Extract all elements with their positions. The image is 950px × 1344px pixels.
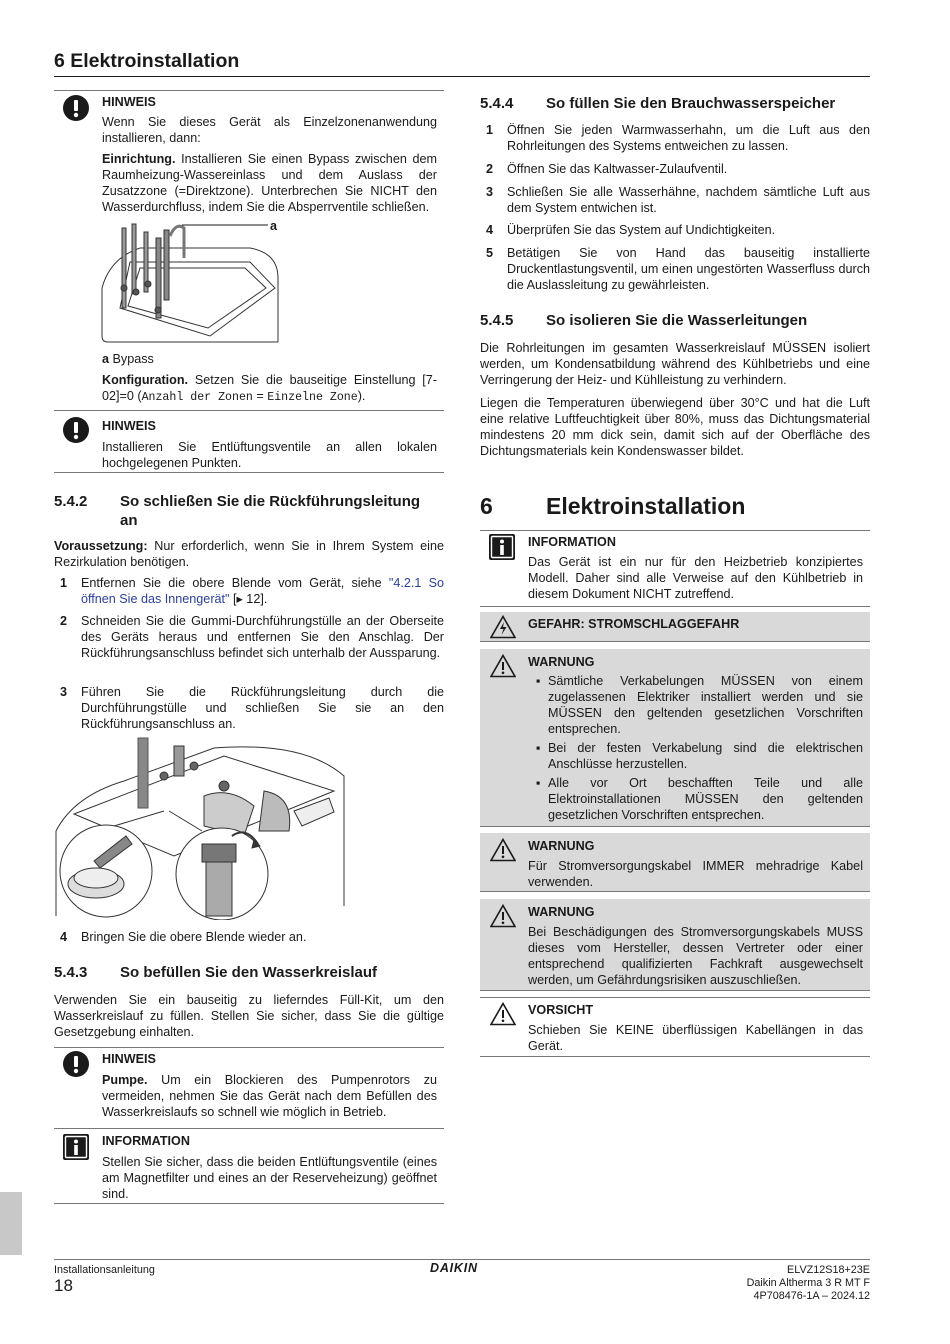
step-item: 3 Führen Sie die Rückführungsleitung durch die Durchführungstülle und schließen Sie sie an den Rückführungsanschluss an. bbox=[60, 685, 444, 731]
notice-text: Installieren Sie Entlüftungsventile an allen lokalen hochgelegenen Punkten. bbox=[102, 440, 437, 470]
warning-box: WARNUNG ▪ Sämtliche Verkabelungen MÜSSEN von einem zugelassenen Elektriker installiert werden und sie MÜSSEN den geltenden gesetzlichen Vorschriften entsprechen. ▪ Bei der festen Verkabelung sind die elektrischen Anschlüsse herzustellen. ▪ Alle vor Ort beschafften Teile und alle Elektroinstallationen MÜSSEN den geltenden gesetzlichen Vorschriften entsprechen. bbox=[480, 649, 870, 827]
notice-text: Pumpe. Um ein Blockieren des Pumpenrotors zu vermeiden, nehmen Sie das Gerät nach dem Befüllen des Wasserkreislaufs so schnell wie möglich in Betrieb. bbox=[102, 1073, 437, 1119]
info-icon bbox=[488, 533, 516, 565]
step-item: 1 Entfernen Sie die obere Blende vom Gerät, siehe "4.2.1 So öffnen Sie das Innengerät" [▸ 12]. bbox=[60, 576, 444, 606]
notice-label: HINWEIS bbox=[102, 419, 156, 433]
notice-text: Wenn Sie dieses Gerät als Einzelzonenanwendung installieren, dann: bbox=[102, 115, 437, 145]
notice-icon bbox=[62, 94, 90, 126]
footer-reference: 4P708476-1A – 2024.12 bbox=[753, 1290, 870, 1302]
footer-divider bbox=[54, 1259, 870, 1260]
cross-reference-link[interactable]: "4.2.1 So öffnen Sie das Innengerät" bbox=[81, 576, 444, 606]
section-heading-5-4-5: 5.4.5 So isolieren Sie die Wasserleitungen bbox=[480, 312, 808, 329]
bypass-figure bbox=[100, 218, 290, 350]
warning-icon bbox=[490, 904, 516, 932]
configuration-text: Konfiguration. Setzen Sie die bauseitige Einstellung [7-02]=0 (Anzahl der Zonen = Einzelne Zone). bbox=[102, 373, 437, 404]
chapter-side-tab bbox=[0, 1192, 22, 1255]
notice-label: HINWEIS bbox=[102, 1052, 156, 1066]
warning-box: WARNUNG Für Stromversorgungskabel IMMER mehradrige Kabel verwenden. bbox=[480, 833, 870, 892]
info-icon bbox=[62, 1133, 90, 1165]
page-ref-arrow-icon: ▸ bbox=[236, 592, 243, 606]
footer-doc-type: Installationsanleitung bbox=[54, 1264, 155, 1276]
step-item: 5 Betätigen Sie von Hand das bauseitig installierte Druckentlastungsventil, um einen ungestörten Wasserfluss durch die Auslassleitung zu gewährleisten. bbox=[486, 246, 870, 292]
electric-hazard-icon bbox=[490, 615, 516, 643]
step-item: 1 Öffnen Sie jeden Warmwasserhahn, um die Luft aus den Rohrleitungen des Systems entweichen zu lassen. bbox=[486, 123, 870, 153]
notice-top-rule bbox=[54, 1047, 444, 1048]
list-item: Alle vor Ort beschafften Teile und alle Elektroinstallationen MÜSSEN den geltenden gesetzlichen Vorschriften entsprechen. bbox=[548, 776, 863, 822]
warning-box: WARNUNG Bei Beschädigungen des Stromversorgungskabels MUSS dieses vom Hersteller, dessen Vertreter oder einer entsprechend qualifizierten Fachkraft ausgewechselt werden, um Gefährdungsrisiken auszuschließen. bbox=[480, 899, 870, 991]
bullet-icon: ▪ bbox=[536, 741, 541, 755]
info-text: Das Gerät ist ein nur für den Heizbetrieb konzipiertes Modell. Daher sind alle Verweise auf den Kühlbetrieb in diesem Dokument NICHT zutreffend. bbox=[528, 555, 863, 601]
notice-setup-text: Einrichtung. Installieren Sie einen Bypass zwischen dem Raumheizung-Wassereinlass und dem Auslass der Zusatzzone (=Direktzone). Unterbrechen Sie NICHT den Wasserdurchfluss, indem Sie die Absperrventile schließen. bbox=[102, 152, 437, 214]
caution-text: Schieben Sie KEINE überflüssigen Kabellängen in das Gerät. bbox=[528, 1023, 863, 1053]
step-item: 3 Schließen Sie alle Wasserhähne, nachdem sämtliche Luft aus dem System entwichen ist. bbox=[486, 185, 870, 215]
step-item: 2 Schneiden Sie die Gummi-Durchführungstülle an der Oberseite des Geräts heraus und entfernen Sie den Anschlag. Der Rückführungsanschluss befindet sich unterhalb der Aussparung. bbox=[60, 614, 444, 660]
notice-bottom-rule bbox=[54, 410, 444, 411]
step-item: 4 Überprüfen Sie das System auf Undichtigkeiten. bbox=[486, 223, 776, 237]
warning-icon bbox=[490, 654, 516, 682]
notice-top-rule bbox=[54, 90, 444, 91]
warning-icon bbox=[490, 838, 516, 866]
notice-label: HINWEIS bbox=[102, 95, 156, 109]
info-label: INFORMATION bbox=[102, 1134, 190, 1148]
paragraph: Die Rohrleitungen im gesamten Wasserkreislauf MÜSSEN isoliert werden, um Kondensatbildung während des Kühlbetriebs und eine Verringerung der Heiz- und Kühlleistung zu verhindern. bbox=[480, 341, 870, 387]
return-line-figure bbox=[54, 736, 349, 924]
info-label: INFORMATION bbox=[528, 535, 616, 549]
danger-box: GEFAHR: STROMSCHLAGGEFAHR bbox=[480, 612, 870, 642]
page-header-title: 6 Elektroinstallation bbox=[54, 50, 240, 72]
header-divider bbox=[54, 76, 870, 77]
notice-bottom-rule bbox=[54, 1128, 444, 1129]
bullet-icon: ▪ bbox=[536, 674, 541, 688]
section-heading-5-4-3: 5.4.3 So befüllen Sie den Wasserkreislauf bbox=[54, 964, 378, 981]
paragraph: Verwenden Sie ein bauseitig zu lieferndes Füll-Kit, um den Wasserkreislauf zu füllen. Stellen Sie sicher, dass Sie die gültige Gesetzgebung einhalten. bbox=[54, 993, 444, 1039]
info-bottom-rule bbox=[480, 606, 870, 607]
notice-icon bbox=[62, 416, 90, 448]
paragraph: Liegen die Temperaturen überwiegend über 30°C und hat die Luft eine relative Luftfeuchtigkeit über 80%, muss das Dichtungsmaterial mindestens 20 mm dick sein, damit sich auf der Oberfläche des Dichtungsmaterials kein Kondenswasser bildet. bbox=[480, 396, 870, 458]
daikin-logo: DAIKIN bbox=[430, 1261, 478, 1275]
footer-product: Daikin Altherma 3 R MT F bbox=[746, 1277, 870, 1289]
caution-label: VORSICHT bbox=[528, 1003, 594, 1017]
caution-icon bbox=[490, 1002, 516, 1030]
footer-model: ELVZ12S18+23E bbox=[787, 1264, 870, 1276]
figure-callout-a: a bbox=[270, 219, 278, 233]
page-number: 18 bbox=[54, 1276, 73, 1295]
info-bottom-rule bbox=[54, 1203, 444, 1204]
section-heading-5-4-4: 5.4.4 So füllen Sie den Brauchwasserspeicher bbox=[480, 95, 836, 112]
chapter-heading: 6 Elektroinstallation bbox=[480, 493, 746, 519]
section-heading-5-4-2: 5.4.2 So schließen Sie die Rückführungsleitung an bbox=[54, 493, 421, 529]
info-text: Stellen Sie sicher, dass die beiden Entlüftungsventile (eines am Magnetfilter und eines an der Reserveheizung) geöffnet sind. bbox=[102, 1155, 437, 1201]
bullet-icon: ▪ bbox=[536, 776, 541, 790]
prerequisite-text: Voraussetzung: Nur erforderlich, wenn Sie in Ihrem System eine Rezirkulation benötigen. bbox=[54, 539, 444, 569]
caution-top-rule bbox=[480, 997, 870, 998]
notice-bottom-rule bbox=[54, 472, 444, 473]
figure-caption: a Bypass bbox=[102, 352, 154, 366]
caution-bottom-rule bbox=[480, 1056, 870, 1057]
step-item: 2 Öffnen Sie das Kaltwasser-Zulaufventil. bbox=[486, 162, 728, 176]
notice-icon bbox=[62, 1050, 90, 1082]
info-top-rule bbox=[480, 530, 870, 531]
list-item: Bei der festen Verkabelung sind die elektrischen Anschlüsse herzustellen. bbox=[548, 741, 863, 771]
list-item: Sämtliche Verkabelungen MÜSSEN von einem zugelassenen Elektriker installiert werden und sie MÜSSEN den geltenden gesetzlichen Vorschriften entsprechen. bbox=[548, 674, 863, 736]
